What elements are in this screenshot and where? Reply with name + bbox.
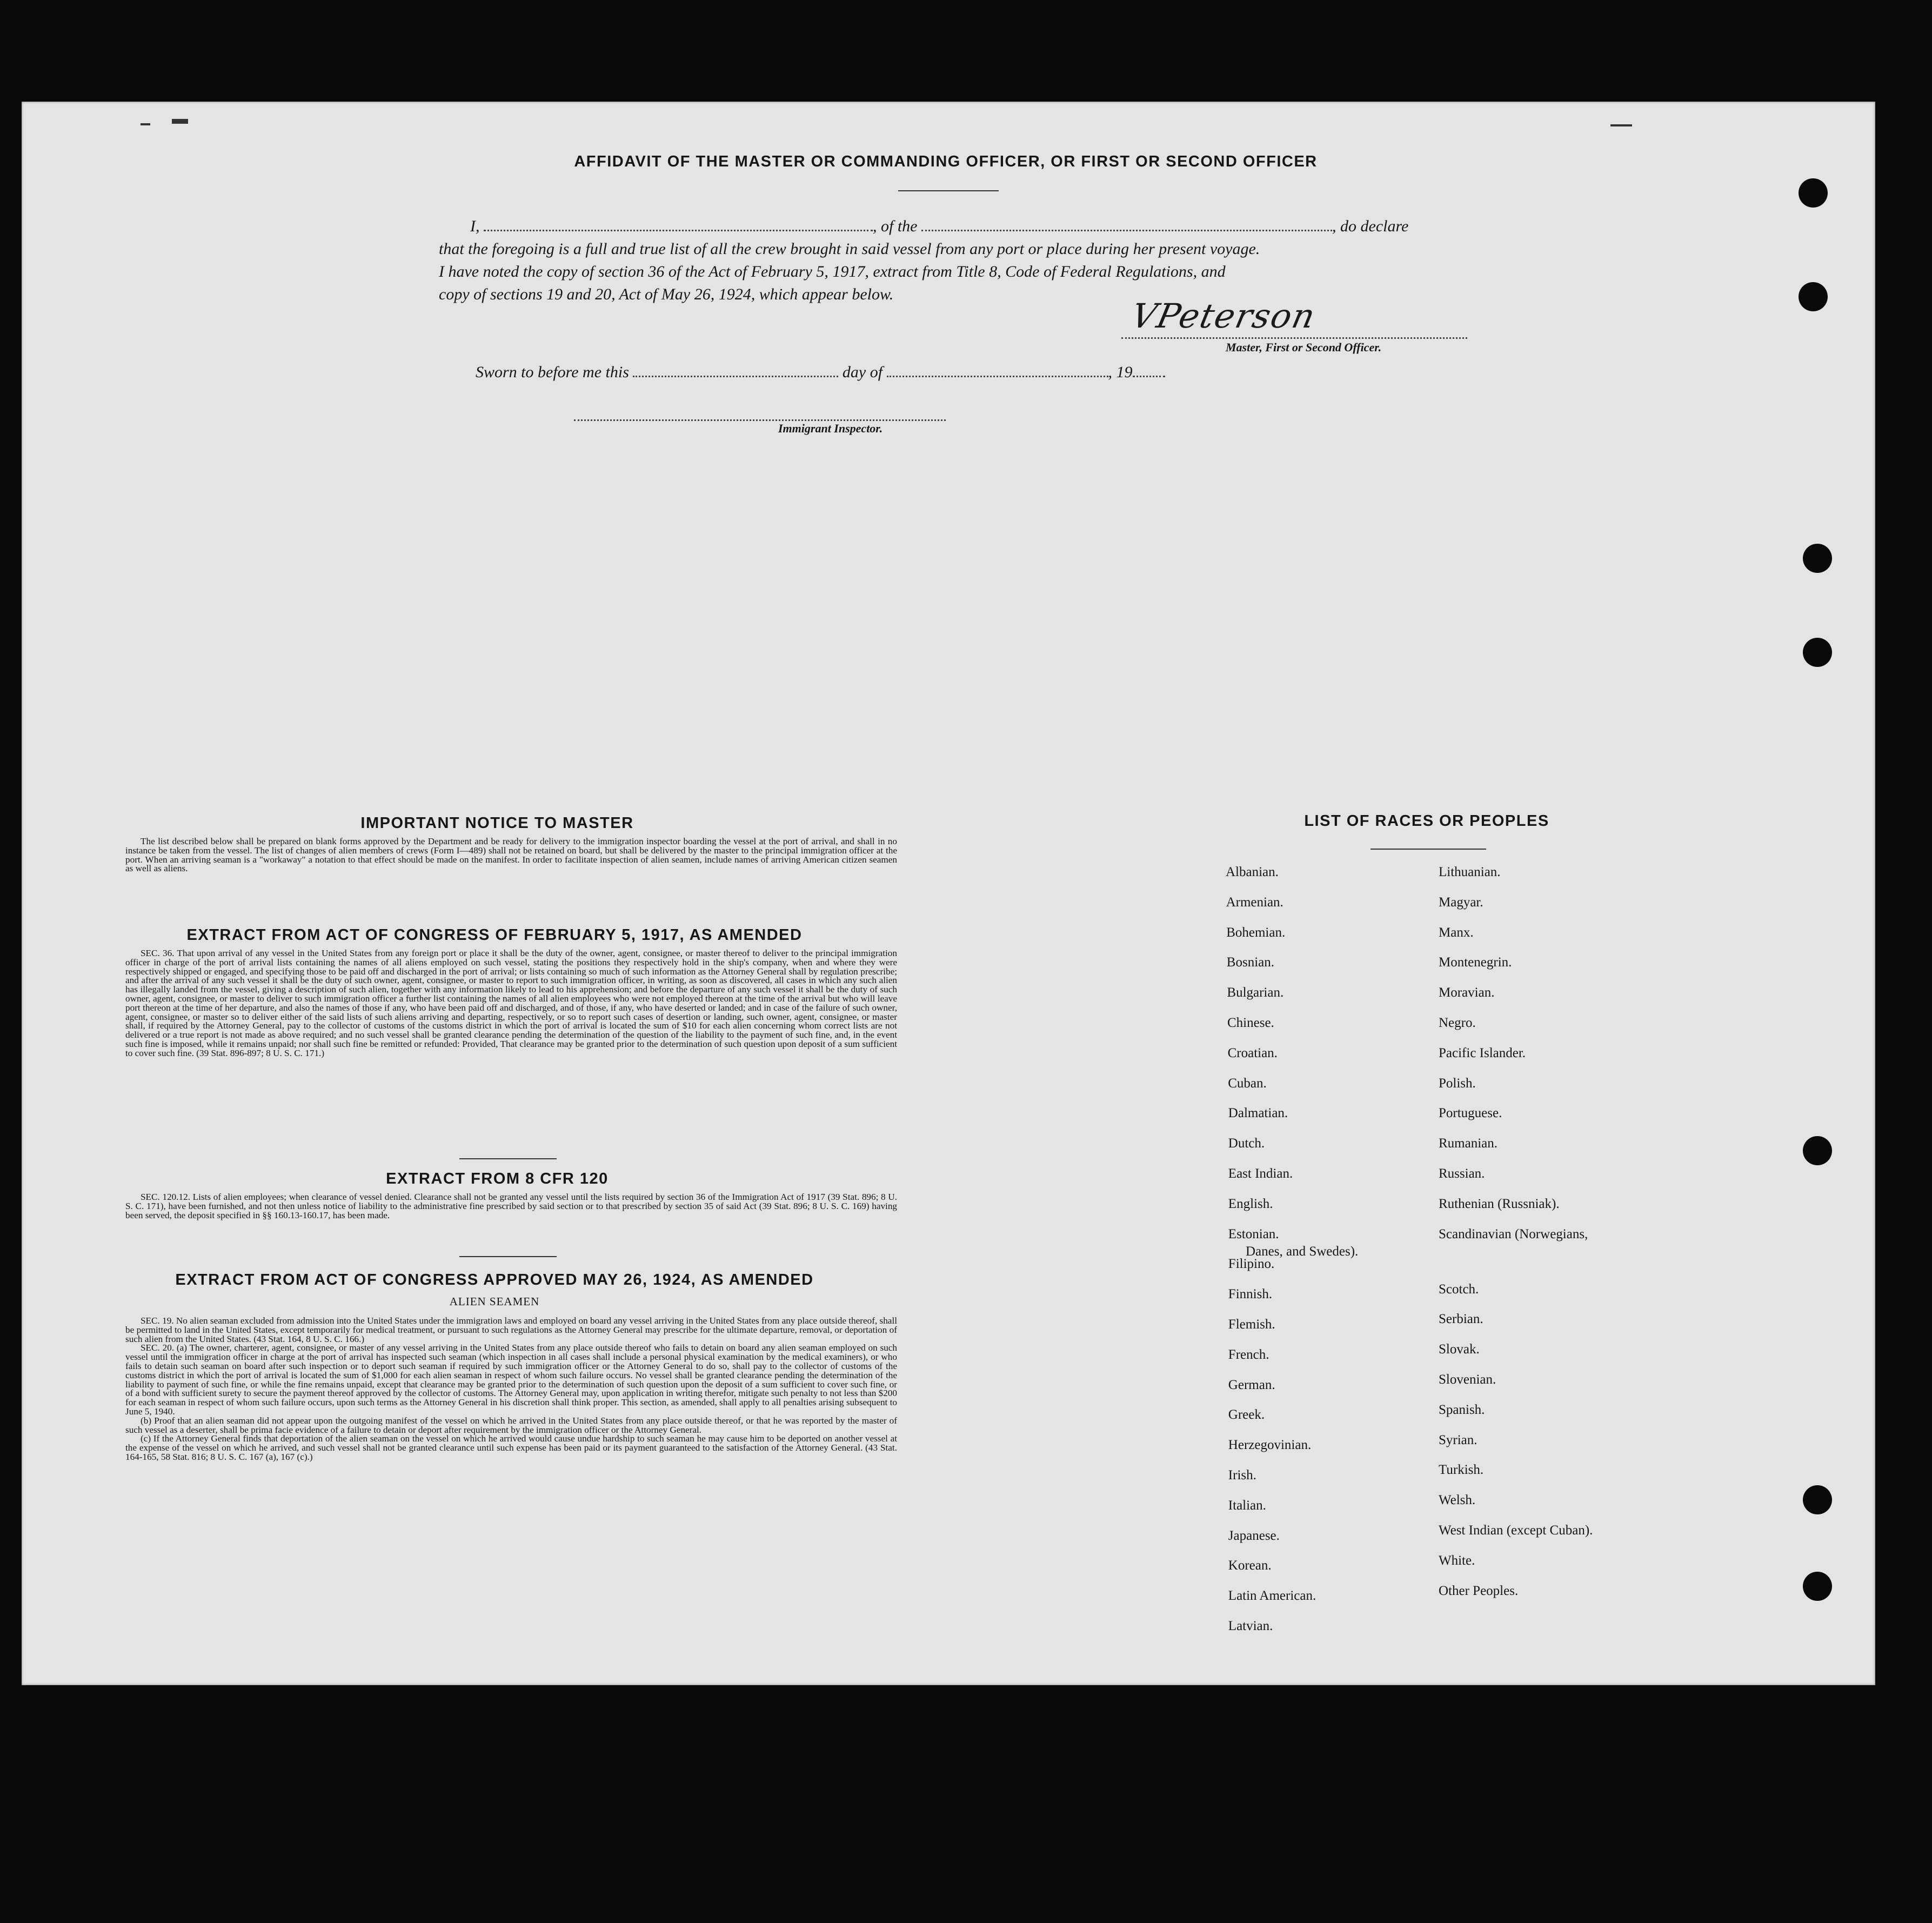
- speck: [1610, 124, 1632, 126]
- race-item: Estonian.: [1228, 1226, 1279, 1241]
- race-item: Magyar.: [1439, 894, 1483, 910]
- extract-1924-title: EXTRACT FROM ACT OF CONGRESS APPROVED MAY 26, 1924, AS AMENDED: [175, 1271, 814, 1288]
- extract-cfr-title: EXTRACT FROM 8 CFR 120: [386, 1170, 609, 1187]
- race-item: Italian.: [1228, 1498, 1266, 1513]
- sec-19-paragraph: SEC. 19. No alien seaman excluded from admission into the United States under the immigration laws and employed on board any vessel arriving in the United States from any place outside thereof, shall be permitted to land in the United States, except temporarily for medical treatment, or pursuant to such regulations as the Attorney General may prescribe for the ultimate departure, removal, or deportation of such alien from the United States. (43 Stat. 164, 8 U. S. C. 166.): [125, 1316, 897, 1344]
- year-blank: [1133, 366, 1165, 377]
- race-item: Polish.: [1439, 1076, 1476, 1091]
- name-blank: [484, 220, 873, 231]
- punch-hole: [1803, 1572, 1832, 1601]
- race-item: Ruthenian (Russniak).: [1439, 1196, 1560, 1211]
- notice-body: [125, 837, 897, 873]
- punch-hole: [1803, 638, 1832, 667]
- race-item: Welsh.: [1439, 1493, 1476, 1508]
- race-item: West Indian (except Cuban).: [1439, 1523, 1593, 1538]
- speck: [141, 123, 150, 125]
- speck: [172, 119, 188, 124]
- race-item: Albanian.: [1226, 865, 1279, 879]
- race-item: Bohemian.: [1226, 925, 1286, 940]
- race-item: Scotch.: [1439, 1281, 1479, 1297]
- race-item: Bulgarian.: [1227, 985, 1284, 1000]
- declaration-line1: [470, 215, 1408, 238]
- race-item: Russian.: [1439, 1166, 1485, 1181]
- section-rule: [459, 1158, 557, 1159]
- race-item: Latin American.: [1228, 1588, 1316, 1604]
- race-item: Japanese.: [1228, 1528, 1280, 1543]
- affidavit-title: AFFIDAVIT OF THE MASTER OR COMMANDING OFFICER, OR FIRST OR SECOND OFFICER: [574, 153, 1318, 170]
- month-blank: [887, 366, 1108, 377]
- inspector-line: [574, 419, 946, 421]
- notice-paragraph: The list described below shall be prepared on blank forms approved by the Department and be ready for delivery to the immigration inspector boarding the vessel at the port of arrival, and shall in no instance be taken from the vessel. The list of changes of alien members of crews (Form I—489) shall not be retained on board, but shall be delivered by the master to the principal immigration officer at the port. When an arriving seaman is a "workaway" a notation to that effect should be made on the manifest. In order to facilitate inspection of alien seamen, include names of arriving American citizen seamen as well as aliens.: [125, 836, 897, 874]
- notice-title: IMPORTANT NOTICE TO MASTER: [360, 814, 634, 832]
- alien-seamen-subtitle: ALIEN SEAMEN: [449, 1295, 540, 1308]
- race-item: Cuban.: [1228, 1076, 1267, 1091]
- sec-20c-paragraph: (c) If the Attorney General finds that deportation of the alien seaman on the vessel on which he arrived would cause undue hardship to such seaman he may cause him to be deported on another vessel at the expense of the vessel on which he arrived, and such vessel shall not be granted clearance until such expense has been paid or its payment guaranteed to the satisfaction of the Attorney General. (43 Stat. 164-165, 58 Stat. 816; 8 U. S. C. 167 (a), 167 (c).): [125, 1433, 897, 1462]
- race-item: Rumanian.: [1439, 1136, 1498, 1151]
- race-item: Montenegrin.: [1439, 955, 1512, 970]
- race-item: Turkish.: [1439, 1463, 1484, 1478]
- race-item: French.: [1228, 1347, 1269, 1362]
- race-item: Portuguese.: [1439, 1106, 1502, 1121]
- punch-hole: [1803, 1136, 1832, 1165]
- punch-hole: [1799, 282, 1828, 311]
- day-of-label: day of: [842, 363, 883, 381]
- punch-hole: [1803, 1485, 1832, 1514]
- inspector-caption: Immigrant Inspector.: [778, 422, 883, 435]
- races-rule: [1371, 849, 1486, 850]
- race-item: Serbian.: [1439, 1312, 1483, 1327]
- race-item: Moravian.: [1439, 985, 1495, 1000]
- race-item: Slovenian.: [1439, 1372, 1496, 1387]
- race-item: Korean.: [1228, 1558, 1272, 1573]
- i-label: I,: [470, 217, 480, 235]
- section-rule: [459, 1256, 557, 1257]
- of-the-label: , of the: [873, 217, 918, 235]
- race-item: Bosnian.: [1226, 955, 1274, 970]
- race-item: Finnish.: [1228, 1287, 1273, 1302]
- race-item: Pacific Islander.: [1439, 1045, 1526, 1060]
- sworn-line: [476, 361, 1165, 384]
- extract-1917-body: [125, 949, 897, 1058]
- declaration-line4: copy of sections 19 and 20, Act of May 26, 1924, which appear below.: [439, 285, 894, 303]
- signature-line: [1121, 337, 1467, 339]
- race-item: Scandinavian (Norwegians,: [1439, 1226, 1588, 1241]
- race-item: Negro.: [1439, 1016, 1476, 1030]
- extract-1924-body: [125, 1317, 897, 1462]
- title-rule: [898, 190, 999, 191]
- master-signature: VPeterson: [1128, 296, 1320, 336]
- race-item: Spanish.: [1439, 1402, 1485, 1417]
- race-item: Chinese.: [1227, 1016, 1274, 1030]
- race-item: Dutch.: [1228, 1136, 1265, 1151]
- do-declare-label: , do declare: [1332, 217, 1409, 235]
- extract-1917-title: EXTRACT FROM ACT OF CONGRESS OF FEBRUARY 5, 1917, AS AMENDED: [186, 926, 803, 944]
- day-blank: [633, 366, 838, 377]
- race-item: Irish.: [1228, 1468, 1256, 1483]
- sec-36-paragraph: SEC. 36. That upon arrival of any vessel in the United States from any foreign port or place it shall be the duty of the owner, agent, consignee, or master thereof to deliver to the principal immigration officer in charge of the port of arrival lists containing the names of all aliens employed on such vessel, stating the positions they respectively hold in the ship's company, when and where they were respectively shipped or engaged, and specifying those to be paid off and discharged in the port of arrival; or lists containing so much of such information as the Attorney General shall by regulation prescribe; and after the arrival of any such vessel it shall be the duty of such owner, agent, consignee, or master to report to such immigration officer, in writing, as soon as discovered, all cases in which any such alien has illegally landed from the vessel, giving a description of such alien, together with any information likely to lead to his apprehension; and before the departure of any such vessel it shall be the duty of such owner, agent, consignee, or master to deliver to such immigration officer a further list containing the names of all alien employees who were not employed thereon at the time of the arrival but who will leave port thereon at the time of her departure, and also the names of those if any, who have been paid off and discharged, and of those, if any, who have deserted or landed; and in case of the failure of such owner, agent, consignee, or master so to deliver either of the said lists of such aliens arriving and departing, respectively, or so to report such cases of desertion or landing, such owner, agent, consignee, or master shall, if required by the Attorney General, pay to the collector of customs of the customs district in which the port of arrival is located the sum of $10 for each alien concerning whom correct lists are not delivered or a true report is not made as above required; and no such vessel shall be granted clearance pending the determination of the question of the liability to the payment of such fine, and, in the event such fine is imposed, while it remains unpaid; nor shall such fine be remitted or refunded: Provided, That clearance may be granted prior to the determination of such question upon deposit of a sum sufficient to cover such fine. (39 Stat. 896-897; 8 U. S. C. 171.): [125, 948, 897, 1058]
- race-item: White.: [1439, 1553, 1475, 1568]
- race-item: Greek.: [1228, 1407, 1265, 1423]
- declaration-line3: I have noted the copy of section 36 of the Act of February 5, 1917, extract from Title 8, Code of Federal Regulations, and: [439, 263, 1226, 281]
- sec-120-12-paragraph: SEC. 120.12. Lists of alien employees; when clearance of vessel denied. Clearance shall not be granted any vessel until the lists required by section 36 of the Immigration Act of 1917 (39 Stat. 896; 8 U. S. C. 171), have been furnished, and not then unless notice of liability to the administrative fine prescribed by said section or to that prescribed by section 35 of said Act (39 Stat. 896; 8 U. S. C. 169) having been served, the deposit specified in §§ 160.13-160.17, has been made.: [125, 1192, 897, 1220]
- declaration-line2: that the foregoing is a full and true list of all the crew brought in said vessel from any port or place during her present voyage.: [439, 240, 1260, 258]
- race-item: Dalmatian.: [1228, 1106, 1288, 1121]
- race-item: Flemish.: [1228, 1317, 1275, 1332]
- race-item: Filipino.: [1228, 1257, 1275, 1272]
- race-item: Manx.: [1439, 925, 1474, 940]
- punch-hole: [1803, 544, 1832, 573]
- race-item: Other Peoples.: [1439, 1583, 1519, 1598]
- signature-caption: Master, First or Second Officer.: [1226, 340, 1382, 354]
- race-item: Croatian.: [1227, 1045, 1278, 1060]
- race-item: Latvian.: [1228, 1619, 1273, 1633]
- race-item: Danes, and Swedes).: [1246, 1244, 1359, 1259]
- year-prefix: , 19: [1108, 363, 1133, 381]
- race-item: Syrian.: [1439, 1432, 1478, 1447]
- punch-hole: [1799, 178, 1828, 208]
- race-item: Lithuanian.: [1439, 865, 1501, 879]
- race-item: English.: [1228, 1196, 1273, 1211]
- sworn-label: Sworn to before me this: [476, 363, 629, 381]
- vessel-blank: [921, 220, 1332, 231]
- race-item: East Indian.: [1228, 1166, 1293, 1181]
- sec-20a-paragraph: SEC. 20. (a) The owner, charterer, agent, consignee, or master of any vessel arriving in the United States from any place outside thereof who fails to detain on board any alien seaman employed on such vessel until the immigration officer in charge at the port of arrival has inspected such seaman (which inspection in all cases shall include a personal physical examination by the medical examiners), or who fails to detain such seaman on board after such inspection or to deport such seaman if required by such immigration officer or the Attorney General to do so, shall pay to the collector of customs of the customs district in which the port of arrival is located the sum of $1,000 for each alien seaman in respect of whom such failure occurs. No vessel shall be granted clearance pending the determination of the liability to payment of such fine, or while the fine remains unpaid, except that clearance may be granted prior to the determination of such question upon the deposit of a sum sufficient to cover such fine, or of a bond with sufficient surety to secure the payment thereof approved by the collector of customs. The Attorney General may, upon application in writing therefor, mitigate such penalty to not less than $200 for each seaman in respect of whom such failure occurs, upon such terms as the Attorney General in his discretion shall think proper. This section, as amended, shall apply to all penalties arising subsequent to June 5, 1940.: [125, 1343, 897, 1417]
- extract-cfr-body: [125, 1193, 897, 1220]
- race-item: Slovak.: [1439, 1342, 1480, 1357]
- race-item: German.: [1228, 1377, 1275, 1392]
- races-title: LIST OF RACES OR PEOPLES: [1304, 812, 1549, 830]
- sec-20b-paragraph: (b) Proof that an alien seaman did not appear upon the outgoing manifest of the vessel on which he arrived in the United States from any place outside thereof, or that he was reported by the master of such vessel as a deserter, shall be prima facie evidence of a failure to detain or deport after requirement by the immigration officer or the Attorney General.: [125, 1415, 897, 1435]
- race-item: Armenian.: [1226, 894, 1283, 910]
- race-item: Herzegovinian.: [1228, 1438, 1312, 1453]
